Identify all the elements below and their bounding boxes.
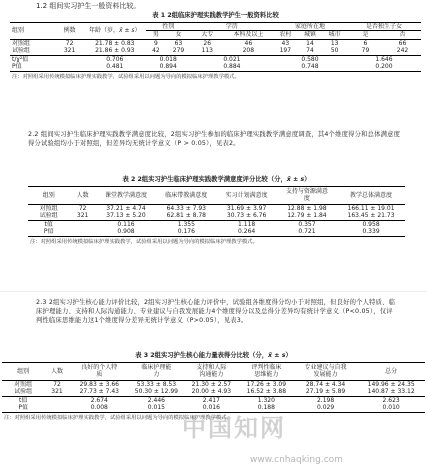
table-cell: 21.86 ± 0.93 — [95, 47, 135, 55]
table-cell — [44, 396, 69, 404]
table-row — [28, 212, 405, 220]
col-header: 实习计划满意度 — [216, 186, 276, 204]
table-cell: 0.908 — [117, 228, 135, 236]
col-header: 专业建议与自我发展能力 — [294, 362, 357, 380]
table-cell: 0.016 — [202, 404, 220, 412]
table-cell: 29.83 ± 3.66 — [79, 380, 119, 388]
table-cell: 0.580 — [301, 55, 319, 63]
table-cell: 0.029 — [316, 404, 335, 412]
table2-block — [28, 176, 405, 245]
table-cell: P值 — [12, 63, 22, 71]
watermark-logo: 中国知网 — [182, 413, 286, 442]
col-header: 支持和人际沟通能力 — [184, 362, 239, 380]
table3-note: 注：对照组采用传统模拟临床护理实践教学，试验组采用以问题为导向的模拟临床护理教学模式。 — [4, 414, 232, 421]
table-cell: 28.74 ± 4.34 — [305, 380, 346, 388]
col-header: 人数 — [44, 362, 69, 380]
table-row — [10, 63, 421, 71]
table-cell: 0.357 — [298, 220, 316, 228]
table-cell: 2.623 — [382, 396, 400, 404]
col-header: 教学总体满意度 — [337, 186, 405, 204]
table-row — [2, 388, 425, 396]
table2-caption: 表 2 2组实习护生临床护理实践教学满意度评分比较（分，x̄ ± s） — [122, 176, 311, 183]
table-cell: 0.894 — [159, 63, 177, 71]
table-row — [10, 47, 421, 55]
table-cell: 对照组 — [39, 204, 58, 212]
col-header: 年龄（岁，x̄ ± s） — [84, 22, 146, 39]
sub-header: 大专 — [191, 31, 224, 40]
table-cell: 试验组 — [39, 212, 58, 220]
table-cell: 21.78 ± 0.83 — [95, 39, 135, 47]
table-cell: 试验组 — [12, 47, 31, 55]
table-cell: 27.19 ± 5.89 — [305, 388, 346, 396]
table-cell: 20.00 ± 4.93 — [191, 388, 232, 396]
table-row — [2, 396, 425, 404]
paragraph-1: 2.2 组间实习护生临床护理实践教学满意度比较，2组实习护生参加的临床护理实践教学满意度调查，其4个维度得分和总体满意度得分试验组均小于对照组，但差异均无统计学意义（P > 0.05），见表2。 — [28, 131, 401, 148]
table-cell: 0.748 — [301, 63, 319, 71]
table-cell — [69, 220, 95, 228]
table-cell: 17.26 ± 3.09 — [246, 380, 287, 388]
sub-header: 城镇 — [298, 31, 323, 40]
table1 — [10, 22, 421, 72]
table-cell: 0.176 — [177, 228, 195, 236]
table2-note: 注：对照组采用传统模拟临床护理实践教学，试验组采用以问题为导向的模拟临床护理教学模式。 — [30, 238, 258, 245]
table-cell: 0.481 — [106, 63, 124, 71]
table-cell: 21.30 ± 2.57 — [191, 380, 232, 388]
table1-block — [10, 12, 421, 80]
table-cell: 0.010 — [382, 404, 400, 412]
table-cell: 321 — [63, 47, 76, 55]
table-row — [28, 220, 405, 228]
table1-caption: 表 1 2组临床护理实践教学护生一般资料比较 — [152, 12, 279, 19]
col-header: 支持与资源满意度 — [277, 186, 337, 204]
table-cell: 113 — [201, 47, 213, 55]
table-row — [28, 204, 405, 212]
table-cell: P值 — [18, 404, 28, 412]
table-cell: 1.355 — [177, 220, 195, 228]
table-cell: 12.88 ± 1.98 — [287, 204, 327, 212]
table-cell: 0.264 — [238, 228, 256, 236]
table-row — [2, 404, 425, 412]
table-cell: 279 — [172, 47, 185, 55]
table-cell: 37.13 ± 5.20 — [106, 212, 146, 220]
table-cell: 42 — [152, 47, 160, 55]
table-cell: t/χ²值 — [12, 55, 29, 63]
col-header: 组别 — [10, 22, 55, 39]
table-cell: 0.706 — [106, 55, 124, 63]
table-cell: 74 — [306, 47, 314, 55]
table-cell: 37.21 ± 4.74 — [106, 204, 146, 212]
col-header: 性别 — [146, 22, 191, 31]
table-cell: 13 — [330, 39, 339, 47]
table-cell: 对照组 — [12, 39, 31, 47]
table-row — [10, 39, 421, 47]
table-cell: 197 — [279, 47, 292, 55]
table3-block — [2, 352, 425, 421]
table3-caption: 表 3 2组实习护生核心能力量表得分比较（分，x̄ ± s） — [135, 352, 292, 359]
watermark-url: www.cnhaqking.com — [250, 455, 343, 465]
table-cell: 72 — [53, 380, 61, 388]
table-cell — [44, 404, 69, 412]
sub-header: 是 — [347, 31, 384, 40]
table-cell: 0.008 — [90, 404, 108, 412]
col-header: 临床护理能力 — [129, 362, 184, 380]
table-cell — [55, 55, 84, 63]
table-cell: 53.33 ± 8.53 — [136, 380, 177, 388]
table-cell: 0.721 — [298, 228, 316, 236]
table-cell: 2.198 — [316, 396, 335, 404]
table-row — [10, 55, 421, 63]
col-header: 人数 — [69, 186, 95, 204]
table-cell: 66 — [398, 39, 407, 47]
table-cell — [69, 228, 95, 236]
table-cell: 46 — [244, 39, 253, 47]
col-header: 评判性临床思维能力 — [239, 362, 294, 380]
sub-header: 农村 — [273, 31, 298, 40]
col-header: 课堂教学满意度 — [96, 186, 156, 204]
table-cell: 321 — [76, 212, 89, 220]
table-cell: 0.015 — [147, 404, 165, 412]
table1-header-row — [10, 22, 421, 31]
table-cell: 2.446 — [147, 396, 165, 404]
table-cell: 0.958 — [362, 220, 380, 228]
table-cell: 14 — [306, 39, 314, 47]
table-cell: 64.33 ± 7.93 — [166, 204, 206, 212]
table-cell: P值 — [43, 228, 54, 236]
col-header: 家庭所在地 — [273, 22, 347, 31]
table-cell: t值 — [44, 220, 53, 228]
sub-header: 否 — [384, 31, 421, 40]
table-cell: 140.87 ± 33.12 — [367, 388, 415, 396]
table-cell: 149.96 ± 24.35 — [367, 380, 415, 388]
table-cell: 50.30 ± 12.99 — [134, 388, 178, 396]
col-header: 临床带教满意度 — [156, 186, 216, 204]
table-cell: 0.116 — [117, 220, 135, 228]
table-cell: 242 — [396, 47, 409, 55]
table-cell — [55, 63, 84, 71]
col-header: 组别 — [2, 362, 44, 380]
table-cell: 2.674 — [90, 396, 108, 404]
table-cell: 0.884 — [223, 63, 241, 71]
sub-header: 本科及以上 — [224, 31, 273, 40]
table-cell: 0.018 — [159, 55, 177, 63]
sub-header: 城市 — [322, 31, 347, 40]
table-cell: 1.118 — [238, 220, 256, 228]
table-row — [2, 380, 425, 388]
section-heading: 1.2 组间实习护生一般资料比较。 — [36, 2, 141, 10]
table-cell: 6 — [363, 39, 368, 47]
table-cell: 16.52 ± 3.88 — [246, 388, 287, 396]
table-cell: 对照组 — [14, 380, 33, 388]
table2-header-row — [28, 186, 405, 204]
table-cell: 1.646 — [375, 55, 393, 63]
table1-note: 注：对照组采用传统模拟临床护理实践教学，试验组采用以问题为导向的模拟临床护理教学模式。 — [12, 73, 240, 80]
paragraph-2: 2.3 2组实习护生核心能力评价比较，2组实习护生核心能力评价中，试验组各维度得分均小于对照组，但良好的个人特质、临床护理能力、支持和人际沟通能力、专业建议与自我发展能力4个维度得分以及总得分差异均有统计学意义（P<0.05），仅评判性临床思维能力这1个维度得分差异无统计学意义（P>0.05），见表3。 — [36, 299, 396, 325]
table-row — [28, 228, 405, 236]
table-cell: 63 — [174, 39, 183, 47]
table-cell: 9 — [153, 39, 158, 47]
table-cell: 30.73 ± 6.76 — [226, 212, 267, 220]
col-header: 是否独生子女 — [347, 22, 421, 31]
table-cell: 62.81 ± 8.78 — [166, 212, 206, 220]
table2 — [28, 186, 405, 237]
table-cell: 72 — [65, 39, 74, 47]
col-header: 例数 — [55, 22, 84, 39]
col-header: 学历 — [191, 22, 273, 31]
sub-header: 男 — [146, 31, 167, 40]
col-header: 组别 — [28, 186, 69, 204]
table-cell: 2.417 — [202, 396, 220, 404]
table-cell: 0.188 — [257, 404, 275, 412]
table-cell: 试验组 — [14, 388, 33, 396]
table3-header-row — [2, 362, 425, 380]
table-cell: 26 — [203, 39, 212, 47]
table-cell: 0.021 — [223, 55, 241, 63]
table3 — [2, 362, 425, 413]
table-cell: 12.79 ± 1.84 — [287, 212, 327, 220]
table-cell: 163.45 ± 21.73 — [347, 212, 395, 220]
table-cell: 1.320 — [257, 396, 275, 404]
table-cell: 0.200 — [375, 63, 393, 71]
table-cell: 208 — [242, 47, 255, 55]
col-header: 总分 — [357, 362, 425, 380]
table-cell: 50 — [330, 47, 339, 55]
sub-header: 女 — [166, 31, 191, 40]
table-cell: 72 — [78, 204, 87, 212]
table-cell: 166.11 ± 19.01 — [347, 204, 395, 212]
table-cell: 321 — [51, 388, 63, 396]
col-header: 良好的个人特质 — [70, 362, 129, 380]
page-divider — [0, 291, 427, 292]
table-cell: 79 — [361, 47, 370, 55]
table-cell: 27.73 ± 7.43 — [79, 388, 119, 396]
table-cell: 43 — [281, 39, 290, 47]
table-cell: 31.69 ± 3.97 — [226, 204, 267, 212]
table-cell: t值 — [18, 396, 28, 404]
table-cell: 0.339 — [362, 228, 380, 236]
